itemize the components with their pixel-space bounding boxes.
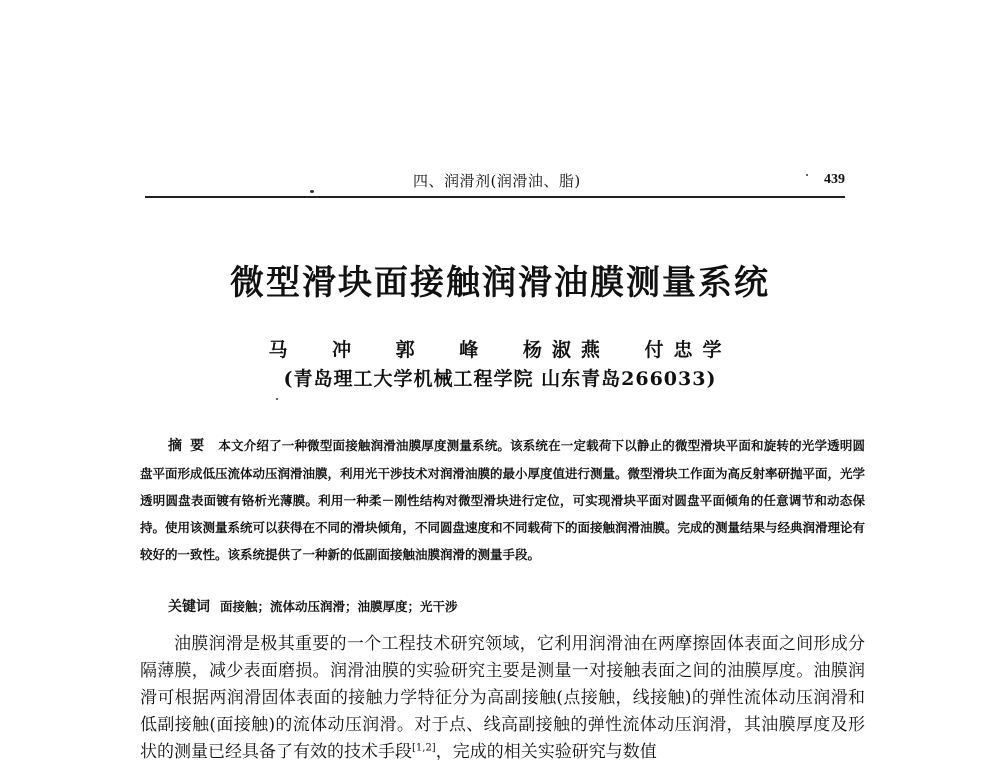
keywords-text: 面接触；流体动压润滑；油膜厚度；光干涉 <box>220 599 458 614</box>
page-number: 439 <box>824 172 845 187</box>
author-list: 马 冲 郭 峰 杨淑燕 付忠学 <box>268 339 732 361</box>
keywords <box>168 596 458 616</box>
scan-speck <box>276 398 278 400</box>
section-label: 四、润滑剂(润滑油、脂) <box>413 172 581 190</box>
scan-speck <box>310 190 314 193</box>
abstract-text: 本文介绍了一种微型面接触润滑油膜厚度测量系统。该系统在一定载荷下以静止的微型滑块平面和旋转的光学透明圆盘平面形成低压流体动压润滑油膜，利用光干涉技术对润滑油膜的最小厚度值进行测量。微型滑块工作面为高反射率研抛平面，光学透明圆盘表面镀有铬析光薄膜。利用一种柔－刚性结构对微型滑块进行定位，可实现滑块平面对圆盘平面倾角的任意调节和动态保持。使用该测量系统可以获得在不同的滑块倾角，不同圆盘速度和不同载荷下的面接触润滑油膜。完成的测量结果与经典润滑理论有较好的一致性。该系统提供了一种新的低副面接触油膜润滑的测量手段。 <box>140 438 866 562</box>
body-text: 油膜润滑是极其重要的一个工程技术研究领域，它利用润滑油在两摩擦固体表面之间形成分隔薄膜，减少表面磨损。润滑油膜的实验研究主要是测量一对接触表面之间的油膜厚度。油膜润滑可根据两润滑固体表面的接触力学特征分为高副接触(点接触，线接触)的弹性流体动压润滑和低副接触(面接触)的流体动压润滑。对于点、线高副接触的弹性流体动压润滑，其油膜厚度及形状的测量已经具备了有效的技术手段 <box>140 634 865 760</box>
affiliation: (青岛理工大学机械工程学院 山东青岛266033) <box>283 368 717 390</box>
running-head <box>145 170 845 194</box>
abstract <box>140 432 865 568</box>
citation: [1,2] <box>412 742 436 754</box>
body-paragraph <box>140 631 865 760</box>
abstract-label: 摘要 <box>168 438 213 454</box>
scan-speck <box>806 174 808 176</box>
header-rule <box>145 196 845 198</box>
keywords-label: 关键词 <box>168 599 210 615</box>
body-text-tail: ，完成的相关实验研究与数值 <box>435 742 657 760</box>
paper-title: 微型滑块面接触润滑油膜测量系统 <box>230 263 770 303</box>
